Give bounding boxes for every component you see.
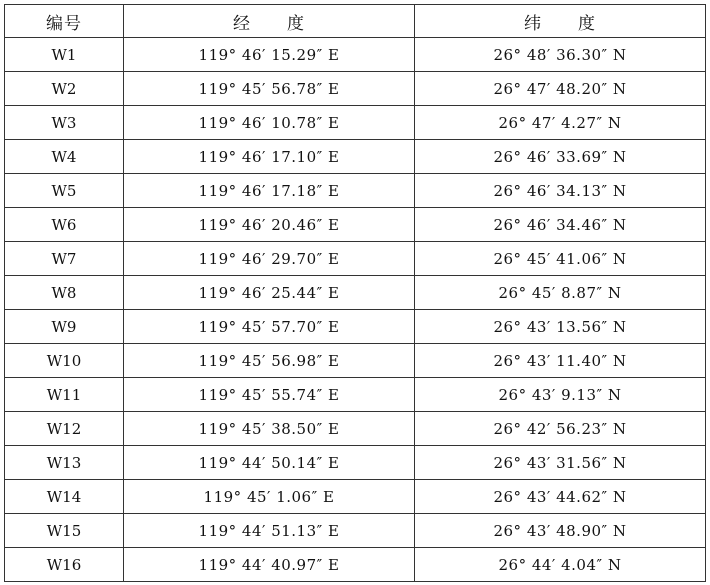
table-row bbox=[5, 344, 706, 378]
cell-longitude: 119° 45′ 56.98″ E bbox=[124, 344, 415, 378]
cell-latitude: 26° 43′ 11.40″ N bbox=[415, 344, 706, 378]
cell-latitude: 26° 47′ 48.20″ N bbox=[415, 72, 706, 106]
cell-latitude: 26° 43′ 13.56″ N bbox=[415, 310, 706, 344]
cell-latitude: 26° 43′ 48.90″ N bbox=[415, 514, 706, 548]
cell-longitude: 119° 45′ 38.50″ E bbox=[124, 412, 415, 446]
cell-id: W4 bbox=[5, 140, 124, 174]
table-row bbox=[5, 412, 706, 446]
cell-longitude: 119° 45′ 1.06″ E bbox=[124, 480, 415, 514]
cell-id: W12 bbox=[5, 412, 124, 446]
cell-longitude: 119° 45′ 57.70″ E bbox=[124, 310, 415, 344]
table-row bbox=[5, 310, 706, 344]
cell-id: W3 bbox=[5, 106, 124, 140]
cell-id: W6 bbox=[5, 208, 124, 242]
table-row bbox=[5, 174, 706, 208]
cell-latitude: 26° 44′ 4.04″ N bbox=[415, 548, 706, 582]
table-row bbox=[5, 242, 706, 276]
cell-longitude: 119° 46′ 25.44″ E bbox=[124, 276, 415, 310]
cell-id: W9 bbox=[5, 310, 124, 344]
cell-latitude: 26° 42′ 56.23″ N bbox=[415, 412, 706, 446]
cell-latitude: 26° 45′ 41.06″ N bbox=[415, 242, 706, 276]
cell-latitude: 26° 48′ 36.30″ N bbox=[415, 38, 706, 72]
table-row bbox=[5, 480, 706, 514]
table-row bbox=[5, 378, 706, 412]
cell-longitude: 119° 46′ 17.10″ E bbox=[124, 140, 415, 174]
table-row bbox=[5, 72, 706, 106]
cell-longitude: 119° 44′ 51.13″ E bbox=[124, 514, 415, 548]
table-row bbox=[5, 38, 706, 72]
cell-id: W5 bbox=[5, 174, 124, 208]
cell-latitude: 26° 46′ 34.46″ N bbox=[415, 208, 706, 242]
table-row bbox=[5, 446, 706, 480]
cell-latitude: 26° 46′ 34.13″ N bbox=[415, 174, 706, 208]
cell-id: W7 bbox=[5, 242, 124, 276]
header-latitude: 纬 度 bbox=[415, 5, 706, 38]
cell-latitude: 26° 43′ 44.62″ N bbox=[415, 480, 706, 514]
coordinate-table bbox=[4, 4, 706, 582]
cell-id: W2 bbox=[5, 72, 124, 106]
table-row bbox=[5, 140, 706, 174]
cell-latitude: 26° 45′ 8.87″ N bbox=[415, 276, 706, 310]
cell-id: W16 bbox=[5, 548, 124, 582]
cell-id: W1 bbox=[5, 38, 124, 72]
cell-longitude: 119° 45′ 55.74″ E bbox=[124, 378, 415, 412]
cell-id: W14 bbox=[5, 480, 124, 514]
cell-longitude: 119° 46′ 10.78″ E bbox=[124, 106, 415, 140]
cell-longitude: 119° 46′ 29.70″ E bbox=[124, 242, 415, 276]
cell-id: W13 bbox=[5, 446, 124, 480]
table-row bbox=[5, 208, 706, 242]
cell-longitude: 119° 44′ 50.14″ E bbox=[124, 446, 415, 480]
header-row bbox=[5, 5, 706, 38]
cell-latitude: 26° 46′ 33.69″ N bbox=[415, 140, 706, 174]
table-row bbox=[5, 106, 706, 140]
cell-longitude: 119° 46′ 15.29″ E bbox=[124, 38, 415, 72]
header-id: 编号 bbox=[5, 5, 124, 38]
cell-latitude: 26° 43′ 9.13″ N bbox=[415, 378, 706, 412]
cell-longitude: 119° 44′ 40.97″ E bbox=[124, 548, 415, 582]
cell-id: W8 bbox=[5, 276, 124, 310]
cell-id: W11 bbox=[5, 378, 124, 412]
cell-latitude: 26° 43′ 31.56″ N bbox=[415, 446, 706, 480]
cell-longitude: 119° 45′ 56.78″ E bbox=[124, 72, 415, 106]
cell-longitude: 119° 46′ 20.46″ E bbox=[124, 208, 415, 242]
table-row bbox=[5, 514, 706, 548]
cell-id: W10 bbox=[5, 344, 124, 378]
table-row bbox=[5, 548, 706, 582]
cell-latitude: 26° 47′ 4.27″ N bbox=[415, 106, 706, 140]
header-longitude: 经 度 bbox=[124, 5, 415, 38]
cell-id: W15 bbox=[5, 514, 124, 548]
cell-longitude: 119° 46′ 17.18″ E bbox=[124, 174, 415, 208]
table-row bbox=[5, 276, 706, 310]
